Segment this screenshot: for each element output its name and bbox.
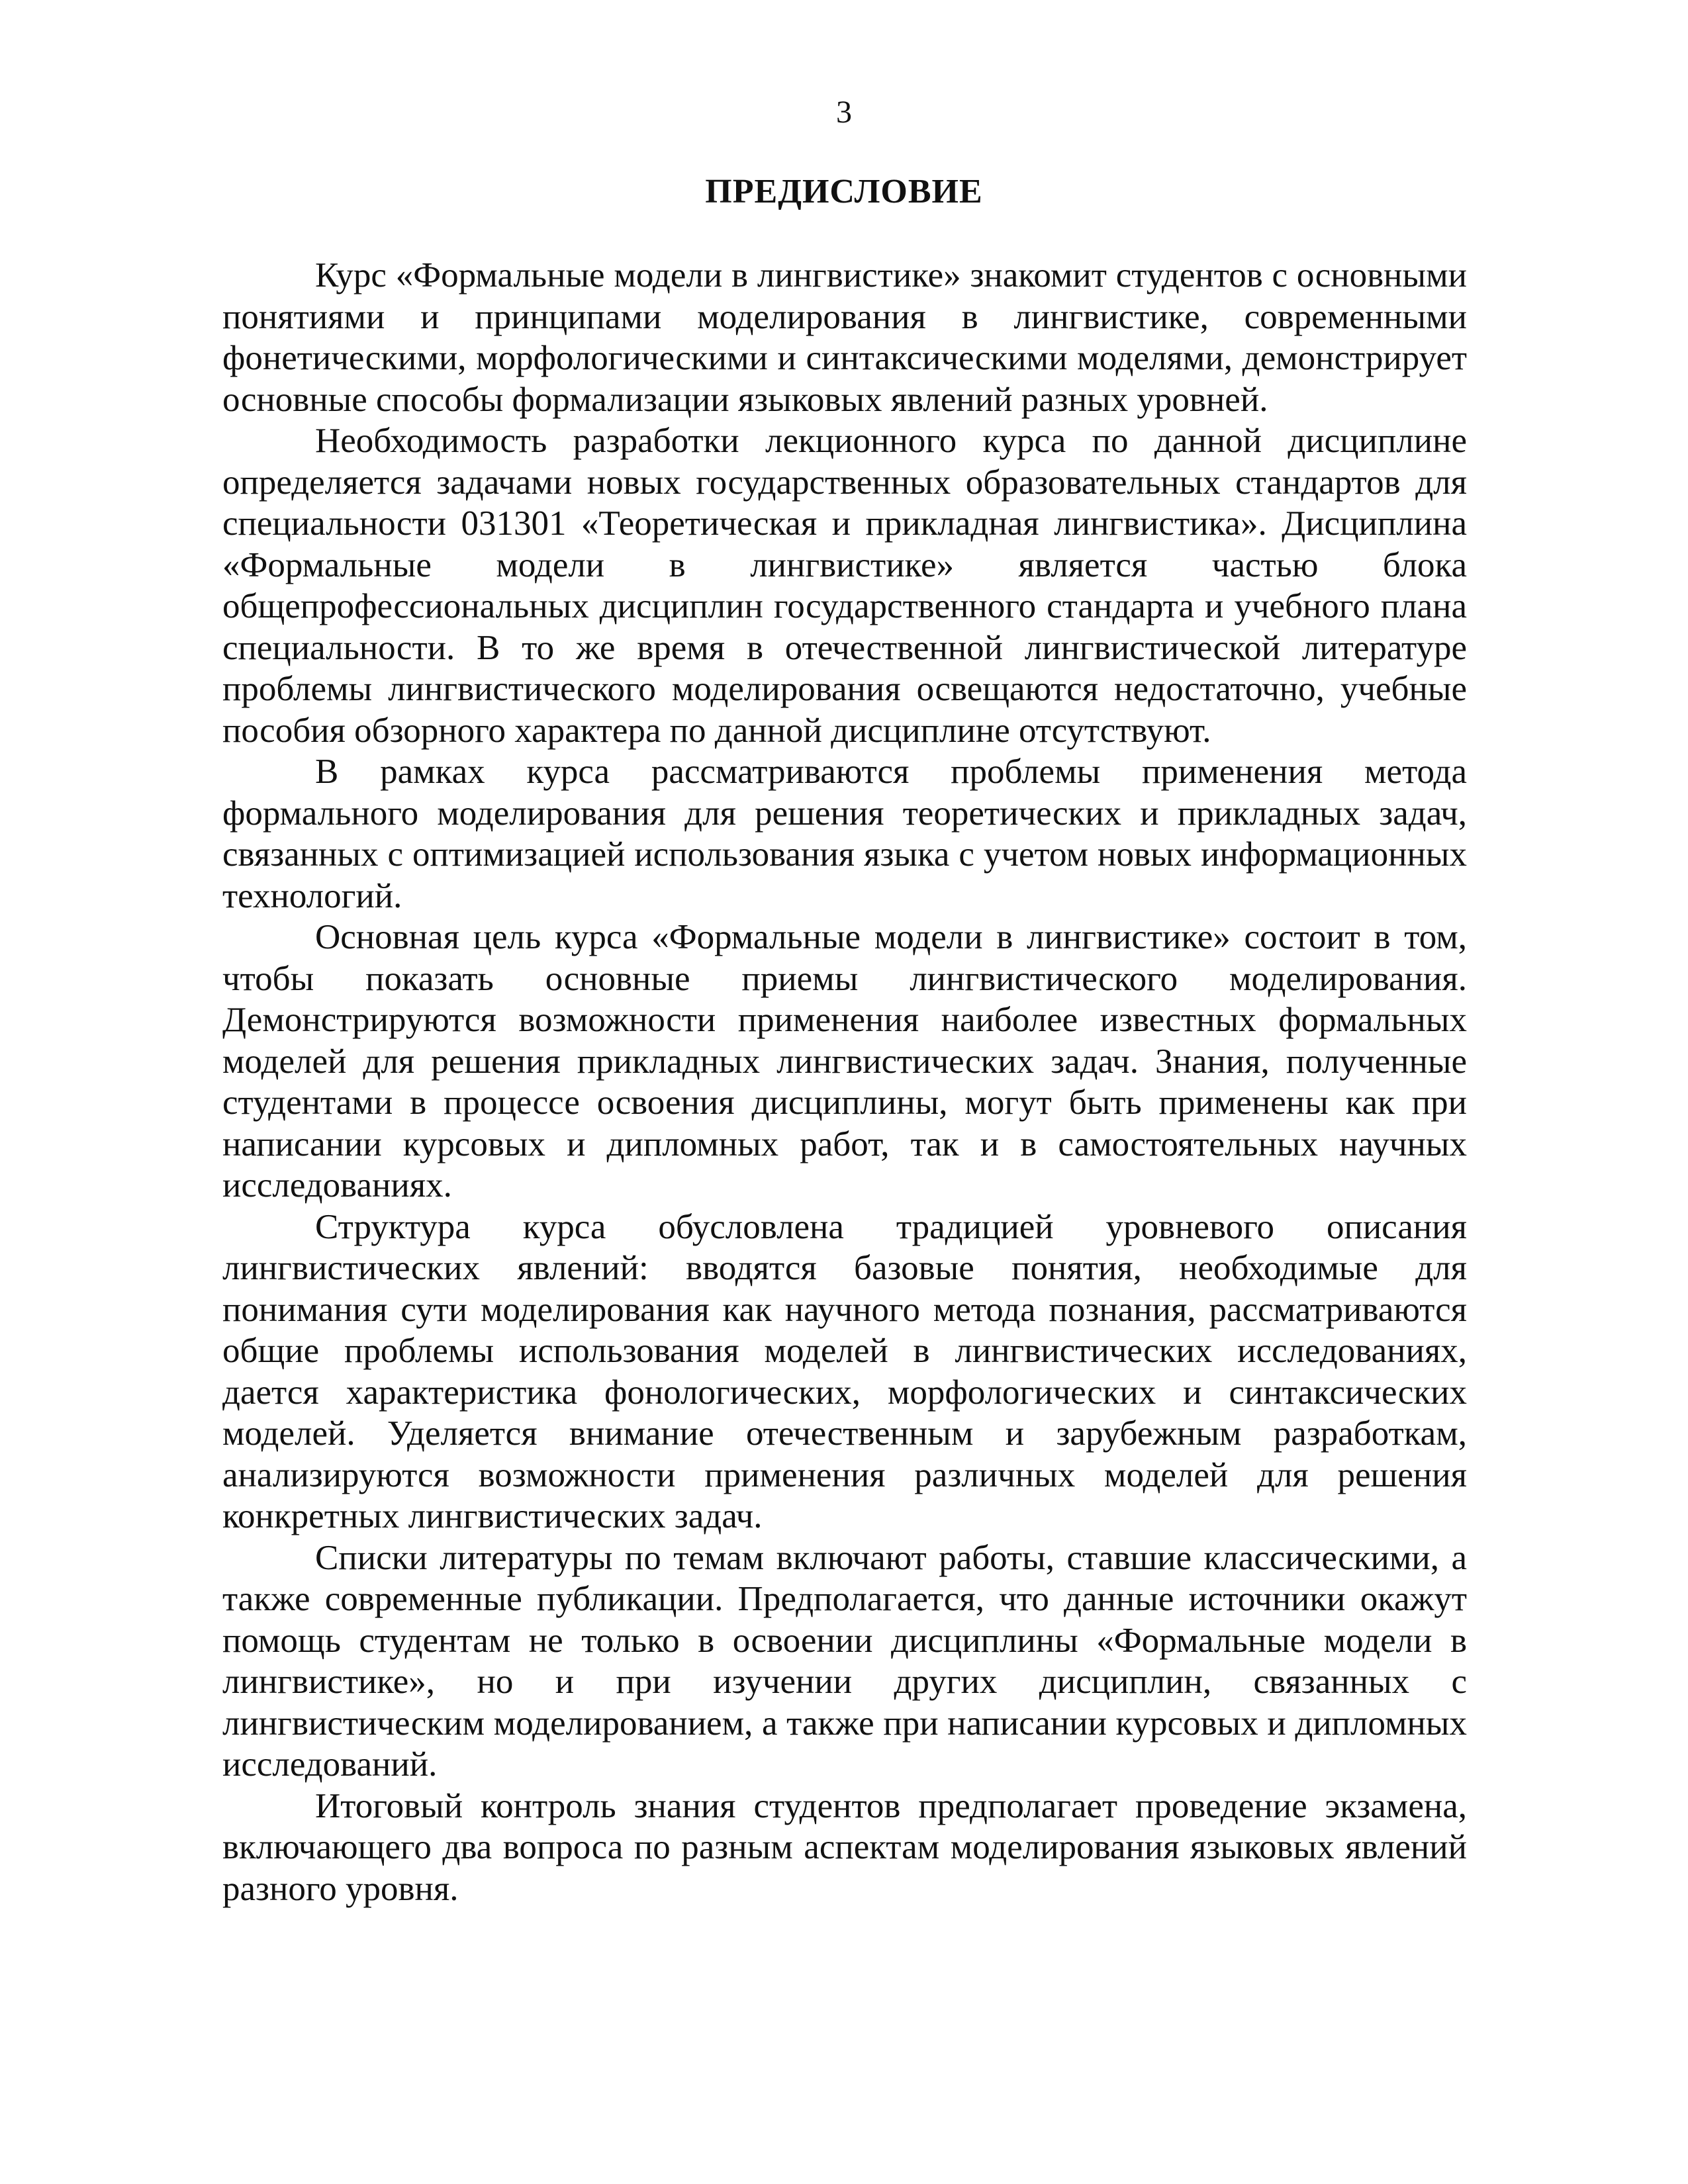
- paragraph: В рамках курса рассматриваются проблемы применения метода формального моделирования для решения теоретических и прикладных задач, связанных с оптимизацией использования языка с учетом новых информационных технологий.: [222, 752, 1467, 915]
- paragraph: Основная цель курса «Формальные модели в лингвистике» состоит в том, чтобы показать основные приемы лингвистического моделирования. Демонстрируются возможности применения наиболее известных формальных моделей для решения прикладных лингвистических задач. Знания, полученные студентами в процессе освоения дисциплины, могут быть применены как при написании курсовых и дипломных работ, так и в самостоятельных научных исследованиях.: [222, 918, 1467, 1205]
- paragraph: Курс «Формальные модели в лингвистике» знакомит студентов с основными понятиями и принципами моделирования в лингвистике, современными фонетическими, морфологическими и синтаксическими моделями, демонстрирует основные способы формализации языковых явлений разных уровней.: [222, 256, 1467, 419]
- paragraph: Итоговый контроль знания студентов предполагает проведение экзамена, включающего два вопроса по разным аспектам моделирования языковых явлений разного уровня.: [222, 1786, 1467, 1908]
- paragraph: Необходимость разработки лекционного курса по данной дисциплине определяется задачами новых государственных образовательных стандартов для специальности 031301 «Теоретическая и прикладная лингвистика». Дисциплина «Формальные модели в лингвистике» является частью блока общепрофессиональных дисциплин государственного стандарта и учебного плана специальности. В то же время в отечественной лингвистической литературе проблемы лингвистического моделирования освещаются недостаточно, учебные пособия обзорного характера по данной дисциплине отсутствуют.: [222, 422, 1467, 750]
- page-number: 3: [836, 95, 852, 130]
- paragraph: Структура курса обусловлена традицией уровневого описания лингвистических явлений: вводятся базовые понятия, необходимые для понимания сути моделирования как научного метода познания, рассматриваются общие проблемы использования моделей в лингвистических исследованиях, дается характеристика фонологических, морфологических и синтаксических моделей. Уделяется внимание отечественным и зарубежным разработкам, анализируются возможности применения различных моделей для решения конкретных лингвистических задач.: [222, 1207, 1467, 1535]
- paragraph: Списки литературы по темам включают работы, ставшие классическими, а также современные публикации. Предполагается, что данные источники окажут помощь студентам не только в освоении дисциплины «Формальные модели в лингвистике», но и при изучении других дисциплин, связанных с лингвистическим моделированием, а также при написании курсовых и дипломных исследований.: [222, 1538, 1467, 1784]
- page-title: ПРЕДИСЛОВИЕ: [705, 173, 983, 210]
- body-text: [222, 255, 1467, 1909]
